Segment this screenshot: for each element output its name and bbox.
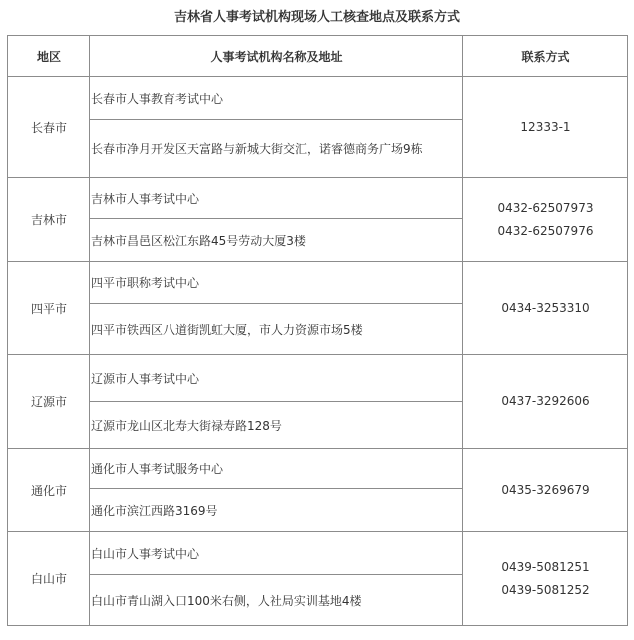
region-cell: 通化市 xyxy=(8,449,90,532)
table-row xyxy=(8,355,628,402)
region-cell: 长春市 xyxy=(8,77,90,178)
phone-number: 0434-3253310 xyxy=(501,300,590,315)
contact-cell xyxy=(463,77,628,178)
region-cell: 吉林市 xyxy=(8,178,90,262)
phone-number: 0432-62507976 xyxy=(497,223,594,238)
org-name-cell: 通化市人事考试服务中心 xyxy=(90,449,463,489)
org-name-cell: 白山市人事考试中心 xyxy=(90,532,463,575)
table-row xyxy=(8,77,628,120)
org-address-cell: 通化市滨江西路3169号 xyxy=(90,489,463,532)
phone-number: 12333-1 xyxy=(520,119,571,134)
contact-cell xyxy=(463,262,628,355)
contact-cell xyxy=(463,178,628,262)
org-name-cell: 吉林市人事考试中心 xyxy=(90,178,463,219)
phone-number: 0435-3269679 xyxy=(501,482,590,497)
region-cell: 白山市 xyxy=(8,532,90,626)
phone-number: 0437-3292606 xyxy=(501,394,590,408)
contact-cell xyxy=(463,355,628,449)
region-cell: 辽源市 xyxy=(8,355,90,449)
page-title: 吉林省人事考试机构现场人工核查地点及联系方式 xyxy=(173,10,460,25)
org-name-cell: 辽源市人事考试中心 xyxy=(90,355,463,402)
table-row xyxy=(8,262,628,304)
exam-location-table xyxy=(7,35,628,626)
phone-number: 0439-5081252 xyxy=(501,582,590,597)
table-row xyxy=(8,178,628,219)
header-org: 人事考试机构名称及地址 xyxy=(90,36,463,77)
org-name-cell: 长春市人事教育考试中心 xyxy=(90,77,463,120)
table-row xyxy=(8,532,628,575)
contact-cell xyxy=(463,449,628,532)
table-row xyxy=(8,449,628,489)
org-name-cell: 四平市职称考试中心 xyxy=(90,262,463,304)
contact-cell xyxy=(463,532,628,626)
table-header-row xyxy=(8,36,628,77)
phone-number: 0439-5081251 xyxy=(501,559,590,574)
header-region: 地区 xyxy=(8,36,90,77)
org-address-cell: 四平市铁西区八道街凯虹大厦，市人力资源市场5楼 xyxy=(90,304,463,355)
org-address-cell: 白山市青山湖入口100米右侧，人社局实训基地4楼 xyxy=(90,575,463,626)
org-address-cell: 吉林市昌邑区松江东路45号劳动大厦3楼 xyxy=(90,219,463,262)
phone-number: 0432-62507973 xyxy=(497,200,594,215)
org-address-cell: 辽源市龙山区北寿大街禄寿路128号 xyxy=(90,402,463,449)
org-address-cell: 长春市净月开发区天富路与新城大街交汇，诺睿德商务广场9栋 xyxy=(90,120,463,178)
region-cell: 四平市 xyxy=(8,262,90,355)
header-contact: 联系方式 xyxy=(463,36,628,77)
